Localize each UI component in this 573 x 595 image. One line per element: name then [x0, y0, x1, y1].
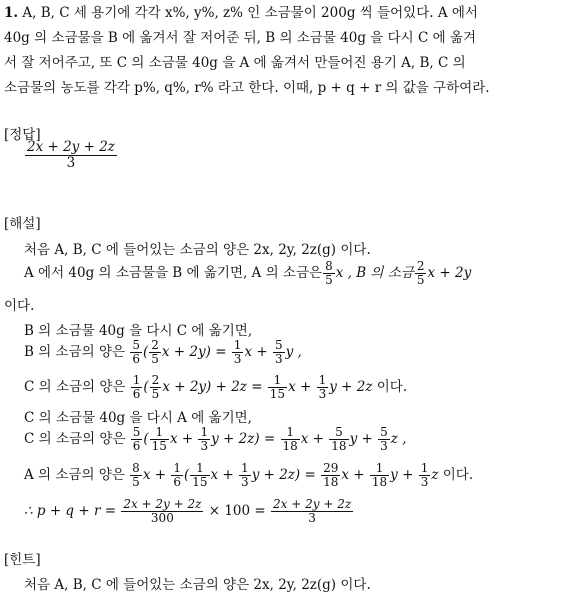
solution-step-7: C 의 소금의 양은 $\frac{5}{6}$ ( $\frac{1}{15}$ x + $\frac{1}{3}$ y + 2z) = $\frac{1}{18}$ x + $\frac{5}{18}$ y + $\frac{5}{3}$ z , [24, 425, 407, 453]
solution-step-6: C 의 소금물 40g 을 다시 A 에 옮기면, [24, 410, 252, 426]
solution-step-1: 처음 A, B, C 에 들어있는 소금의 양은 2x, 2y, 2z(g) 이다. [24, 242, 371, 258]
solution-step-2-end: 이다. [4, 298, 35, 314]
solution-step-3: B 의 소금물 40g 을 다시 C 에 옮기면, [24, 323, 253, 339]
solution-step-2 [24, 260, 471, 287]
solution-step-5: C 의 소금의 양은 $\frac{1}{6}$ ( $\frac{2}{5}$ x + 2y) + 2z = $\frac{1}{15}$ x + $\frac{1}{3}$ y + 2z 이다. [24, 373, 408, 401]
answer-fraction [25, 140, 117, 171]
problem-line-1 [4, 4, 478, 22]
fraction-2-5: $\frac{2}{5}$ [416, 259, 425, 287]
solution-step-9-text: ∴ p + q + r = [24, 503, 117, 519]
problem-line-3: 서 잘 저어주고, 또 C 의 소금물 40g 을 A 에 옮겨서 만들어진 용기 A, B, C 의 [4, 55, 466, 71]
answer-numerator: 2x + 2y + 2z [27, 139, 115, 155]
problem-line-2: 40g 의 소금물을 B 에 옮겨서 잘 저어준 뒤, B 의 소금물 40g 을 다시 C 에 옮겨 [4, 30, 477, 46]
solution-step-5-end: 이다. [376, 379, 408, 395]
solution-step-5-text: C 의 소금의 양은 [24, 379, 126, 395]
solution-step-2-text-b: x , B 의 소금 [335, 265, 414, 281]
problem-number: 1. [4, 5, 19, 21]
solution-step-8-end: 이다. [442, 467, 474, 483]
solution-step-4: B 의 소금의 양은 $\frac{5}{6}$ ( $\frac{2}{5}$ x + 2y) = $\frac{1}{3}$ x + $\frac{5}{3}$ y , [24, 338, 302, 366]
answer-value [24, 140, 118, 171]
problem-line-4: 소금물의 농도를 각각 p%, q%, r% 라고 한다. 이때, p + q + r 의 값을 구하여라. [4, 80, 490, 96]
solution-step-7-text: C 의 소금의 양은 [24, 431, 126, 447]
solution-step-8-text: A 의 소금의 양은 [24, 467, 125, 483]
solution-label: [해설] [4, 216, 41, 232]
solution-step-2-text-a: A 에서 40g 의 소금물을 B 에 옮기면, A 의 소금은 [24, 265, 323, 281]
hint-label: [힌트] [4, 552, 41, 568]
problem-text-1: A, B, C 세 용기에 각각 x%, y%, z% 인 소금물이 200g 씩 들어있다. A 에서 [22, 5, 478, 21]
solution-step-2-text-c: x + 2y [427, 265, 472, 281]
solution-step-9: ∴ p + q + r = $\frac{2x + 2y + 2z}{300}$ × 100 = $\frac{2x + 2y + 2z}{3}$ [24, 497, 352, 525]
answer-label: [정답] [4, 127, 41, 143]
solution-step-8: A 의 소금의 양은 $\frac{8}{5}$ x + $\frac{1}{6}$ ( $\frac{1}{15}$ x + $\frac{1}{3}$ y + 2z) = $\frac{29}{18}$ x + $\frac{1}{18}$ y + $\frac{1}{3}$ z 이다. [24, 461, 474, 489]
answer-denominator: 3 [66, 155, 76, 171]
hint-text: 처음 A, B, C 에 들어있는 소금의 양은 2x, 2y, 2z(g) 이다. [24, 577, 371, 593]
fraction-8-5: $\frac{8}{5}$ [325, 259, 333, 287]
solution-step-4-text: B 의 소금의 양은 [24, 344, 126, 360]
